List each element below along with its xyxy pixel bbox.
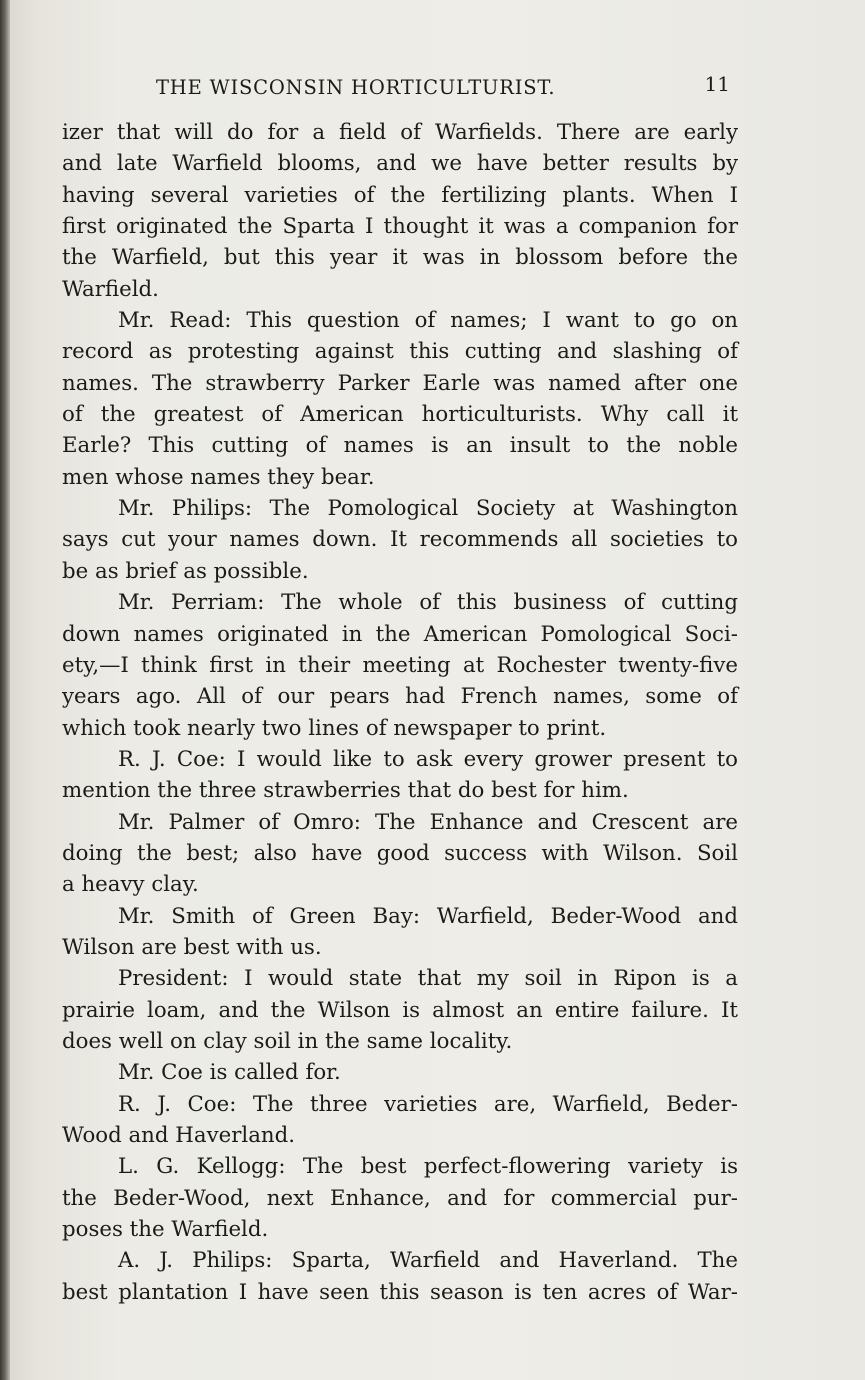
text-line: mention the three strawberries that do best for him. [62,778,629,804]
text-line: and late Warfield blooms, and we have better results by [62,151,738,177]
text-line: Wood and Haverland. [62,1123,296,1148]
text-line: izer that will do for a field of Warfields. There are early [62,120,738,145]
text-line: the Warfield, but this year it was in blossom before the [62,245,738,271]
text-line: R. J. Coe: The three varieties are, Warfield, Beder- [118,1091,738,1117]
text-line: says cut your names down. It recommends all societies to [62,527,738,553]
running-head [60,72,738,106]
text-line: ety,—I think first in their meeting at Rochester twenty-five [62,652,738,678]
text-line: Earle? This cutting of names is an insult to the noble [62,433,738,459]
text-line: L. G. Kellogg: The best perfect-flowering variety is [118,1154,738,1180]
text-line: best plantation I have seen this season is ten acres of War- [62,1279,738,1305]
text-line: of the greatest of American horticulturists. Why call it [62,402,738,428]
text-line: be as brief as possible. [62,558,309,584]
text-line: first originated the Sparta I thought it was a companion for [62,214,738,240]
text-line: which took nearly two lines of newspaper to print. [62,715,607,741]
text-line: President: I would state that my soil in Ripon is a [118,966,738,992]
body-text [62,117,738,1308]
text-line: Mr. Perriam: The whole of this business of cutting [118,590,738,616]
text-line: Mr. Palmer of Omro: The Enhance and Crescent are [118,809,738,835]
text-line: years ago. All of our pears had French names, some of [62,684,738,710]
text-line: Wilson are best with us. [62,934,322,960]
page-number: 11 [704,72,730,96]
text-line: down names originated in the American Pomological Soci- [62,621,738,647]
binding-edge [0,0,10,1380]
text-line: record as protesting against this cutting and slashing of [62,339,738,365]
text-line: poses the Warfield. [62,1217,269,1243]
text-line: prairie loam, and the Wilson is almost an entire failure. It [62,997,738,1023]
text-line: a heavy clay. [62,872,199,898]
text-line: the Beder-Wood, next Enhance, and for commercial pur- [62,1185,738,1211]
text-line: names. The strawberry Parker Earle was named after one [62,370,738,396]
text-line: doing the best; also have good success with Wilson. Soil [62,840,738,866]
text-line: Mr. Read: This question of names; I want to go on [118,308,738,334]
text-line: Mr. Philips: The Pomological Society at Washington [118,496,738,522]
text-line: Warfield. [62,276,159,302]
text-line: A. J. Philips: Sparta, Warfield and Haverland. The [118,1248,738,1274]
text-line: men whose names they bear. [62,464,375,490]
text-line: Mr. Coe is called for. [118,1060,341,1086]
text-line: having several varieties of the fertilizing plants. When I [62,182,738,208]
text-line: Mr. Smith of Green Bay: Warfield, Beder-Wood and [118,903,738,929]
text-line: does well on clay soil in the same locality. [62,1028,513,1054]
journal-title: THE WISCONSIN HORTICULTURIST. [156,76,556,99]
text-line: R. J. Coe: I would like to ask every grower present to [118,746,738,772]
